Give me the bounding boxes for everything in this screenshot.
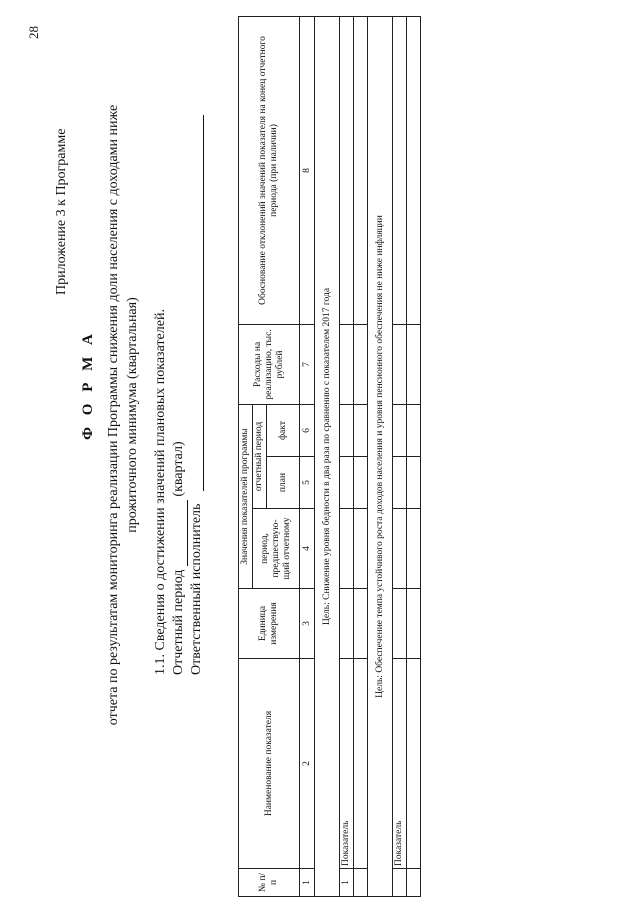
- row-cell[interactable]: [393, 404, 407, 456]
- row-cell[interactable]: [340, 16, 354, 324]
- row-cell[interactable]: [407, 404, 421, 456]
- row-cell[interactable]: [407, 509, 421, 589]
- row-indicator-name: Показатель: [393, 659, 407, 869]
- column-number: 7: [300, 324, 315, 404]
- row-cell[interactable]: [354, 457, 368, 509]
- row-cell[interactable]: [354, 509, 368, 589]
- row-cell[interactable]: [393, 509, 407, 589]
- row-cell[interactable]: [354, 659, 368, 869]
- row-cell[interactable]: [340, 404, 354, 456]
- column-number: 8: [300, 16, 315, 324]
- row-cell[interactable]: [354, 16, 368, 324]
- column-number: 2: [300, 659, 315, 869]
- row-cell[interactable]: [393, 324, 407, 404]
- table-row: [354, 16, 368, 896]
- goal-1: Цель: Снижение уровня бедности в два раза по сравнению с показателем 2017 года: [315, 16, 340, 896]
- column-number: 5: [300, 457, 315, 509]
- row-num: 1: [340, 869, 354, 897]
- row-cell[interactable]: [354, 404, 368, 456]
- row-cell[interactable]: [354, 324, 368, 404]
- row-cell[interactable]: [407, 16, 421, 324]
- row-cell[interactable]: [407, 869, 421, 897]
- row-cell[interactable]: [407, 457, 421, 509]
- column-number-row: [300, 16, 315, 896]
- period-hint: (квартал): [171, 441, 186, 497]
- period-row: [170, 441, 188, 675]
- row-cell[interactable]: [407, 589, 421, 659]
- header-report-period: отчетный период: [253, 404, 267, 508]
- period-blank[interactable]: [174, 500, 188, 566]
- header-costs: Расходы на реализацию, тыс. рублей: [239, 324, 300, 404]
- form-subtitle: отчета по результатам мониторинга реализации Программы снижения доли населения с доходами ниже прожиточного минимума (квартальная): [106, 104, 140, 726]
- header-prev-period: период, предшествую-щий отчетному: [253, 509, 300, 589]
- header-unit: Единица измерения: [239, 589, 300, 659]
- row-cell[interactable]: [393, 457, 407, 509]
- row-cell[interactable]: [407, 659, 421, 869]
- row-cell[interactable]: [407, 324, 421, 404]
- row-cell[interactable]: [340, 509, 354, 589]
- appendix-label: Приложение 3 к Программе: [54, 128, 69, 295]
- column-number: 3: [300, 589, 315, 659]
- header-num: № п/п: [239, 869, 300, 897]
- row-cell[interactable]: [354, 589, 368, 659]
- row-cell[interactable]: [393, 16, 407, 324]
- header-reason: Обоснование отклонений значений показателя на конец отчетного периода (при наличии): [239, 16, 300, 324]
- column-number: 6: [300, 404, 315, 456]
- header-values: Значения показателей программы: [239, 404, 253, 588]
- executor-blank[interactable]: [203, 115, 204, 491]
- row-cell[interactable]: [340, 457, 354, 509]
- row-cell[interactable]: [354, 869, 368, 897]
- period-label: Отчетный период: [171, 569, 186, 675]
- table-row: [340, 16, 354, 896]
- row-indicator-name: Показатель: [340, 659, 354, 869]
- row-cell[interactable]: [340, 589, 354, 659]
- table-row: [393, 16, 407, 896]
- header-name: Наименование показателя: [239, 659, 300, 869]
- row-cell[interactable]: [340, 324, 354, 404]
- row-cell[interactable]: [393, 589, 407, 659]
- column-number: 4: [300, 509, 315, 589]
- header-plan: план: [267, 457, 300, 509]
- page-number: 28: [26, 26, 41, 39]
- goal-2: Цель: Обеспечение темпа устойчивого роста доходов населения и уровня пенсионного обеспечения не ниже инфляции: [368, 16, 393, 896]
- column-number: 1: [300, 869, 315, 897]
- table-row: [407, 16, 421, 896]
- executor-label: Ответственный исполнитель: [189, 503, 204, 675]
- form-title: Ф О Р М А: [80, 330, 96, 440]
- section-heading: 1.1. Сведения о достижении значений плановых показателей.: [153, 309, 168, 675]
- indicators-table: [238, 16, 421, 897]
- header-fact: факт: [267, 404, 300, 456]
- row-cell[interactable]: [393, 869, 407, 897]
